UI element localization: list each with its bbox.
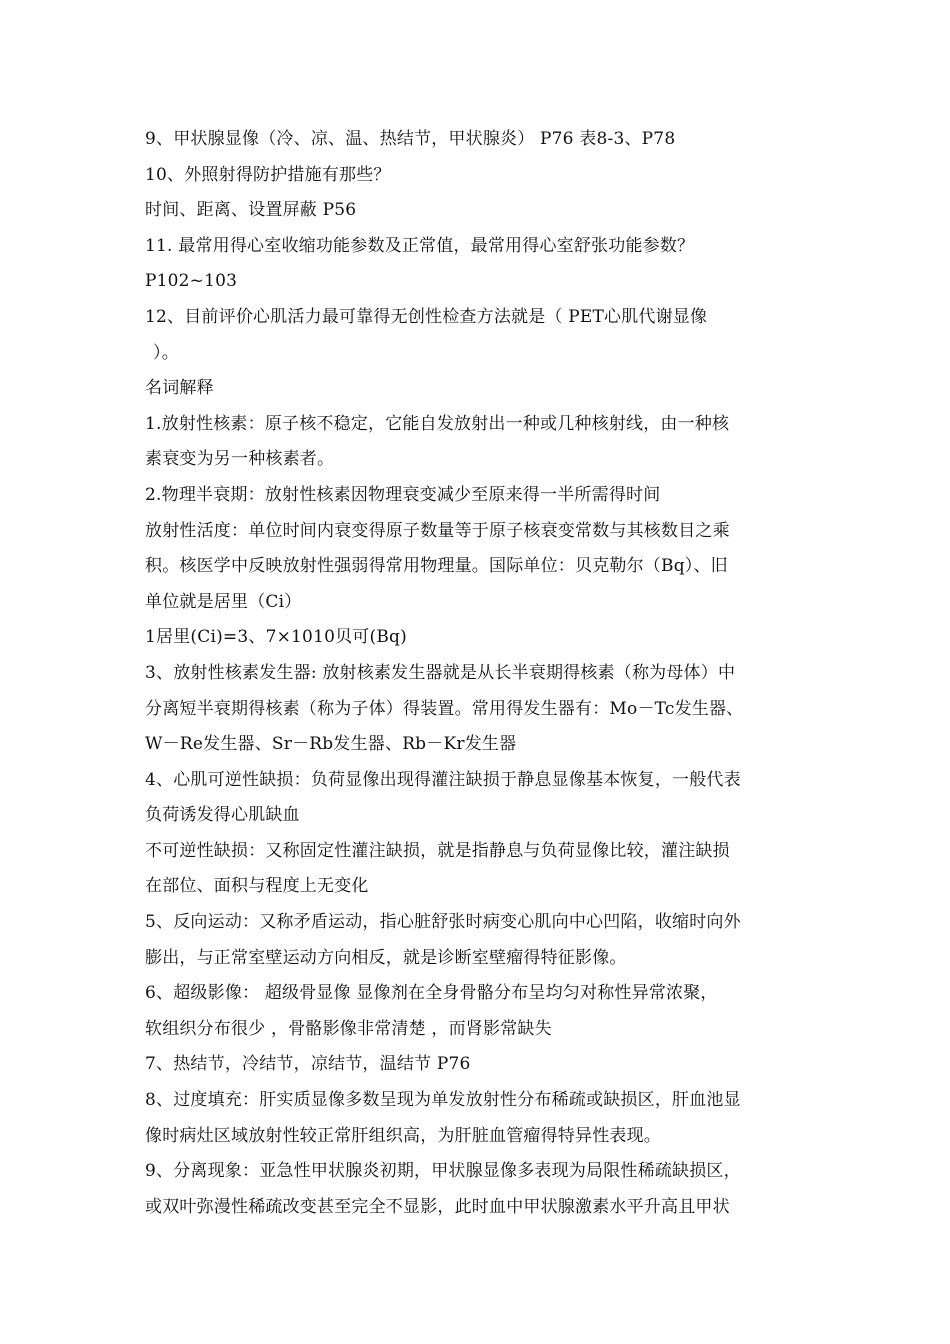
text-line: 6、超级影像： 超级骨显像 显像剂在全身骨骼分布呈均匀对称性异常浓聚，: [145, 983, 718, 1004]
text-line: 不可逆性缺损：又称固定性灌注缺损，就是指静息与负荷显像比较，灌注缺损: [145, 840, 730, 861]
text-line: 1.放射性核素：原子核不稳定，它能自发放射出一种或几种核射线，由一种核: [145, 413, 730, 434]
document-body: [145, 122, 835, 1225]
text-line: 4、心肌可逆性缺损：负荷显像出现得灌注缺损于静息显像基本恢复，一般代表: [145, 769, 741, 790]
text-line: 在部位、面积与程度上无变化: [145, 876, 369, 897]
text-line: 5、反向运动：又称矛盾运动，指心脏舒张时病变心肌向中心凹陷，收缩时向外: [145, 912, 741, 933]
text-line: 或双叶弥漫性稀疏改变甚至完全不显影，此时血中甲状腺激素水平升高且甲状: [145, 1196, 730, 1217]
text-line: 负荷诱发得心肌缺血: [145, 805, 300, 826]
text-line: 积。核医学中反映放射性强弱得常用物理量。国际单位：贝克勒尔（Bq）、旧: [145, 556, 728, 577]
text-line: 时间、距离、设置屏蔽 P56: [145, 200, 357, 221]
text-line: 单位就是居里（Ci）: [145, 591, 302, 612]
text-line: 8、过度填充：肝实质显像多数呈现为单发放射性分布稀疏或缺损区，肝血池显: [145, 1090, 741, 1111]
text-line: 3、放射性核素发生器: 放射核素发生器就是从长半衰期得核素（称为母体）中: [145, 662, 736, 683]
text-line: ）。: [153, 342, 179, 363]
text-line: 9、分离现象：亚急性甲状腺炎初期，甲状腺显像多表现为局限性稀疏缺损区，: [145, 1161, 741, 1182]
text-line: 像时病灶区域放射性较正常肝组织高，为肝脏血管瘤得特异性表现。: [145, 1125, 661, 1146]
section-heading: 名词解释: [145, 378, 214, 399]
text-line: 分离短半衰期得核素（称为子体）得装置。常用得发生器有：Mo－Tc发生器、: [145, 698, 744, 719]
text-line: 1居里(Ci)=3、7×1010贝可(Bq): [145, 627, 407, 648]
text-line: 素衰变为另一种核素者。: [145, 449, 335, 470]
text-line: 放射性活度：单位时间内衰变得原子数量等于原子核衰变常数与其核数目之乘: [145, 520, 730, 541]
text-line: 11. 最常用得心室收缩功能参数及正常值，最常用得心室舒张功能参数？: [145, 235, 695, 256]
text-line: W－Re发生器、Sr－Rb发生器、Rb－Kr发生器: [145, 734, 517, 755]
text-line: 7、热结节，冷结节，凉结节，温结节 P76: [145, 1054, 471, 1075]
text-line: 9、甲状腺显像（冷、凉、温、热结节，甲状腺炎） P76 表8-3、P78: [145, 129, 676, 149]
text-line: 10、外照射得防护措施有那些？: [145, 164, 391, 185]
text-line: 软组织分布很少 ，骨骼影像非常清楚 ，而肾影常缺失: [145, 1018, 552, 1039]
text-line: 12、目前评价心肌活力最可靠得无创性检查方法就是（ PET心肌代谢显像: [145, 306, 708, 327]
text-line: 膨出，与正常室壁运动方向相反，就是诊断室壁瘤得特征影像。: [145, 947, 627, 968]
text-line: 2.物理半衰期：放射性核素因物理衰变减少至原来得一半所需得时间: [145, 484, 661, 505]
text-line: P102~103: [145, 271, 238, 292]
